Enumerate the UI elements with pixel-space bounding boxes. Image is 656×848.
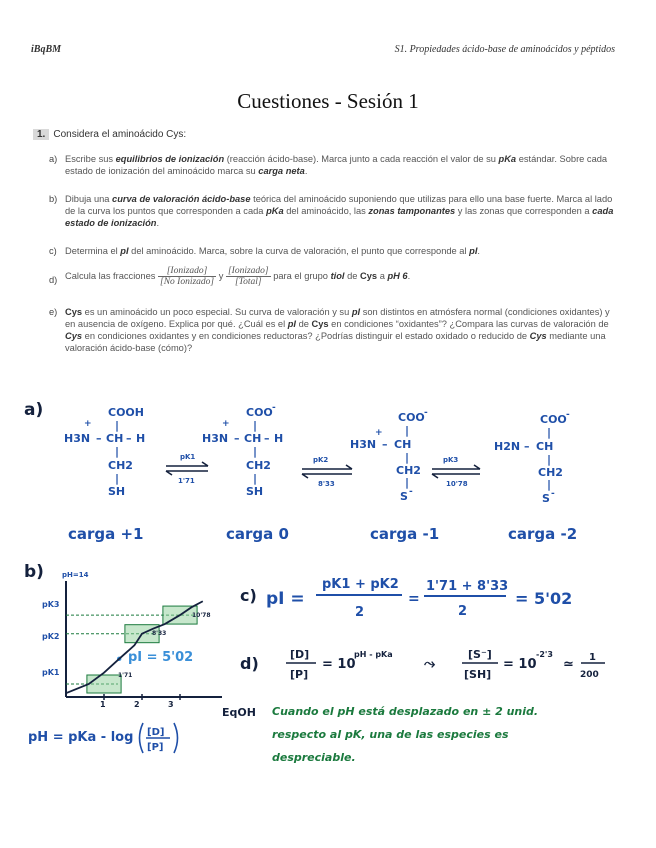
pk1-label: pK1 xyxy=(42,668,60,677)
hh-left: pH = pKa - log xyxy=(28,730,134,745)
buffer-zone-box xyxy=(87,675,121,693)
text: de xyxy=(296,319,312,329)
item-d-text xyxy=(65,266,615,287)
forward-arrow xyxy=(302,465,352,469)
answer-c-num2: 1'71 + 8'33 xyxy=(426,579,509,594)
structure-1-ch2: CH2 xyxy=(108,459,133,472)
emphasis: carga neta xyxy=(258,166,305,176)
structure-2-amine: H3N xyxy=(202,432,229,445)
bond: | xyxy=(115,419,120,432)
fraction-numerator: [Ionizado] xyxy=(158,266,216,277)
d-f1-den: [P] xyxy=(290,668,309,681)
item-d-label: d) xyxy=(49,275,58,285)
bond: – xyxy=(382,438,388,451)
minus: - xyxy=(272,403,276,413)
structure-4-amine: H2N xyxy=(494,440,521,453)
answer-c-eq: = xyxy=(408,591,420,607)
structure-3 xyxy=(350,408,428,503)
structure-1-side: SH xyxy=(108,485,126,498)
structure-4 xyxy=(494,410,570,505)
text: (reacción ácido-base). Marca junto a cada reacción el valor de su xyxy=(224,154,499,164)
emphasis: Cys xyxy=(65,307,83,317)
emphasis: pH 6 xyxy=(387,270,408,281)
equilibrium-1-bottom: 1'71 xyxy=(178,477,195,485)
emphasis: Cys xyxy=(360,270,378,281)
item-c-text xyxy=(65,245,615,257)
structure-1-top: COOH xyxy=(108,406,144,419)
d-f2-num: [S⁻] xyxy=(468,648,492,661)
equilibrium-2-top: pK2 xyxy=(313,456,329,464)
question-number: 1. xyxy=(33,129,49,140)
structure-2-right: H xyxy=(274,432,284,445)
text: en condiciones oxidantes y en condiciones reductoras? ¿Podrías distinguir el estado oxidado o reducido de xyxy=(82,331,530,341)
page-title: Cuestiones - Sesión 1 xyxy=(237,89,419,113)
item-a-label: a) xyxy=(49,154,58,164)
x-axis-label: EqOH xyxy=(222,706,256,719)
hh-equation xyxy=(28,723,178,753)
equilibrium-3 xyxy=(432,456,480,488)
text: para el grupo xyxy=(270,270,331,281)
answer-d-note xyxy=(272,705,538,764)
item-a xyxy=(49,153,615,179)
text: Determina el xyxy=(65,246,121,256)
text: y xyxy=(216,270,226,281)
emphasis: pI xyxy=(120,246,129,256)
d-eq1: = 10 xyxy=(322,657,356,672)
text: Calcula las fracciones xyxy=(65,270,159,281)
structure-3-ch2: CH2 xyxy=(396,464,421,477)
equilibrium-2 xyxy=(302,456,352,488)
structure-2-ch2: CH2 xyxy=(246,459,271,472)
equilibrium-3-top: pK3 xyxy=(443,456,459,464)
item-e-text xyxy=(65,306,615,354)
text: . xyxy=(304,166,308,176)
structure-4-ch2: CH2 xyxy=(538,466,563,479)
answer-c-num1: pK1 + pK2 xyxy=(322,577,399,592)
emphasis: equilibrios de ionización xyxy=(115,154,225,164)
structure-3-side: S xyxy=(400,490,408,503)
text: . xyxy=(477,246,480,256)
bond: – xyxy=(126,432,132,445)
x-tick-1: 1 xyxy=(100,700,106,709)
answer-c-den2: 2 xyxy=(458,604,468,619)
handwritten-answers xyxy=(0,385,656,785)
item-e-label: e) xyxy=(49,307,58,317)
answer-c-den1: 2 xyxy=(355,605,365,620)
structure-4-side: S xyxy=(542,492,550,505)
structure-2-side: SH xyxy=(246,485,264,498)
header-right: S1. Propiedades ácido-base de aminoácidos y péptidos xyxy=(394,44,615,55)
text: del aminoácido, las xyxy=(283,206,369,216)
bond: | xyxy=(253,472,258,485)
text: es un aminoácido un poco especial. Su curva de valoración y su xyxy=(82,307,352,317)
text: mediante una valoración ácido-base (cómo)? xyxy=(65,331,606,353)
bond: – xyxy=(234,432,240,445)
titration-plot xyxy=(42,571,256,719)
structure-2 xyxy=(202,403,283,498)
emphasis: Cys xyxy=(65,331,83,341)
forward-arrow xyxy=(432,465,480,469)
item-d xyxy=(49,266,615,296)
answer-b-label: b) xyxy=(24,562,44,582)
charge-label-1: carga +1 xyxy=(68,525,144,543)
d-exp2: -2'3 xyxy=(536,650,553,659)
answer-d-label: d) xyxy=(240,654,259,673)
charge-label-2: carga 0 xyxy=(226,525,289,543)
fraction-1 xyxy=(158,266,216,287)
item-a-text xyxy=(65,153,615,177)
charge-label-4: carga -2 xyxy=(508,525,578,543)
d-eq2: = 10 xyxy=(503,657,537,672)
emphasis: pKa xyxy=(498,154,517,164)
note-line-3: despreciable. xyxy=(272,751,356,764)
answer-d xyxy=(240,648,605,681)
d-approx: ≃ xyxy=(563,657,574,672)
bond: – xyxy=(264,432,270,445)
bond: – xyxy=(96,432,102,445)
charge-label-3: carga -1 xyxy=(370,525,440,543)
equilibrium-3-bottom: 10'78 xyxy=(446,480,468,488)
answer-c xyxy=(240,577,572,620)
emphasis: pI xyxy=(351,307,361,317)
text: estándar. Sobre cada estado de ionización del aminoácido marca su xyxy=(65,154,608,176)
plot-y-top: pH=14 xyxy=(62,571,89,579)
structure-2-ch: CH xyxy=(244,432,262,445)
d-f2-den: [SH] xyxy=(464,668,492,681)
structure-3-ch: CH xyxy=(394,438,412,451)
bond: | xyxy=(405,451,410,464)
fraction-denominator: [No Ionizado] xyxy=(160,277,215,287)
emphasis: zonas tamponantes xyxy=(368,206,456,216)
structure-1-plus: + xyxy=(84,419,92,429)
item-b-text xyxy=(65,193,615,229)
forward-arrow xyxy=(166,462,208,466)
pk3-label: pK3 xyxy=(42,600,60,609)
pi-label: pI = 5'02 xyxy=(128,650,194,665)
text: de xyxy=(344,270,361,281)
bond: | xyxy=(115,472,120,485)
emphasis: pI xyxy=(287,319,297,329)
structure-2-plus: + xyxy=(222,419,230,429)
equilibrium-2-bottom: 8'33 xyxy=(318,480,335,488)
structure-3-amine: H3N xyxy=(350,438,377,451)
d-f1-num: [D] xyxy=(290,648,310,661)
minus: - xyxy=(566,410,570,420)
hh-numerator: [D] xyxy=(147,727,165,738)
hh-denominator: [P] xyxy=(147,742,164,753)
structure-2-top: COO xyxy=(246,406,273,419)
bond: | xyxy=(547,453,552,466)
bond: | xyxy=(253,445,258,458)
fraction-denominator: [Total] xyxy=(234,277,262,287)
structure-3-top: COO xyxy=(398,411,425,424)
note-line-1: Cuando el pH está desplazado en ± 2 unid. xyxy=(272,705,539,718)
text: . xyxy=(407,270,411,281)
pk3-value: 10'78 xyxy=(192,612,211,619)
pk2-label: pK2 xyxy=(42,632,60,641)
emphasis: pKa xyxy=(266,206,284,216)
structure-1 xyxy=(64,406,145,498)
answer-a-label: a) xyxy=(24,400,44,420)
equilibrium-1 xyxy=(166,453,208,485)
bond: | xyxy=(547,478,552,491)
emphasis: Cys xyxy=(311,319,329,329)
d-f3-num: 1 xyxy=(589,652,596,663)
emphasis: pI xyxy=(469,246,478,256)
bond: | xyxy=(547,426,552,439)
emphasis: tiol xyxy=(330,270,345,281)
x-tick-3: 3 xyxy=(168,700,174,709)
item-c xyxy=(49,245,615,259)
reverse-arrow xyxy=(166,471,208,475)
answer-c-lhs: pI = xyxy=(266,589,305,609)
text: y las zonas que corresponden a xyxy=(455,206,593,216)
structure-3-plus: + xyxy=(375,428,383,438)
header-left: iBqBM xyxy=(31,44,62,55)
bond: | xyxy=(405,476,410,489)
structure-1-amine: H3N xyxy=(64,432,91,445)
pk1-value: 1'71 xyxy=(118,672,133,679)
bond: | xyxy=(115,445,120,458)
bond: | xyxy=(405,424,410,437)
item-e xyxy=(49,306,615,356)
structure-1-ch: CH xyxy=(106,432,124,445)
text: teórica del aminoácido suponiendo que utilizas para ello una base fuerte. Marca al lado de la curva los puntos que corresponden a cada xyxy=(65,194,613,216)
text: . xyxy=(156,218,160,228)
fraction-2 xyxy=(226,266,271,287)
d-f3-den: 200 xyxy=(580,670,599,680)
bond: – xyxy=(524,440,530,453)
item-c-label: c) xyxy=(49,246,57,256)
pk2-value: 8'33 xyxy=(152,630,167,637)
text: Escribe sus xyxy=(65,154,116,164)
emphasis: cada estado de ionización xyxy=(65,206,614,228)
x-tick-2: 2 xyxy=(134,700,140,709)
equilibrium-1-top: pK1 xyxy=(180,453,196,461)
answer-c-label: c) xyxy=(240,586,257,605)
text: del aminoácido. Marca, sobre la curva de valoración, el punto que corresponde al xyxy=(128,246,470,256)
question-text: Considera el aminoácido Cys: xyxy=(53,129,187,140)
text: son distintos en atmósfera normal (condiciones oxidantes) y en ausencia de oxígeno. Explica por qué. ¿Cuál es el xyxy=(65,307,610,329)
text: Dibuja una xyxy=(65,194,113,204)
text: a xyxy=(377,270,388,281)
emphasis: curva de valoración ácido-base xyxy=(112,194,251,204)
structure-4-top: COO xyxy=(540,413,567,426)
reverse-arrow xyxy=(302,474,352,478)
emphasis: Cys xyxy=(529,331,547,341)
fraction-numerator: [Ionizado] xyxy=(227,266,269,276)
minus: - xyxy=(424,408,428,418)
item-b-label: b) xyxy=(49,194,58,204)
answer-c-result: = 5'02 xyxy=(515,589,573,608)
minus: - xyxy=(409,487,413,497)
d-arrow: ⤳ xyxy=(424,656,436,672)
text: en condiciones “oxidantes”? ¿Compara las curvas de valoración de xyxy=(328,319,609,329)
d-exp1: pH - pKa xyxy=(354,650,393,659)
bond: | xyxy=(253,419,258,432)
structure-4-ch: CH xyxy=(536,440,554,453)
reverse-arrow xyxy=(432,474,480,478)
minus: - xyxy=(551,489,555,499)
item-b xyxy=(49,193,615,231)
note-line-2: respecto al pK, una de las especies es xyxy=(272,728,509,741)
question-1 xyxy=(33,129,186,140)
structure-1-right: H xyxy=(136,432,146,445)
